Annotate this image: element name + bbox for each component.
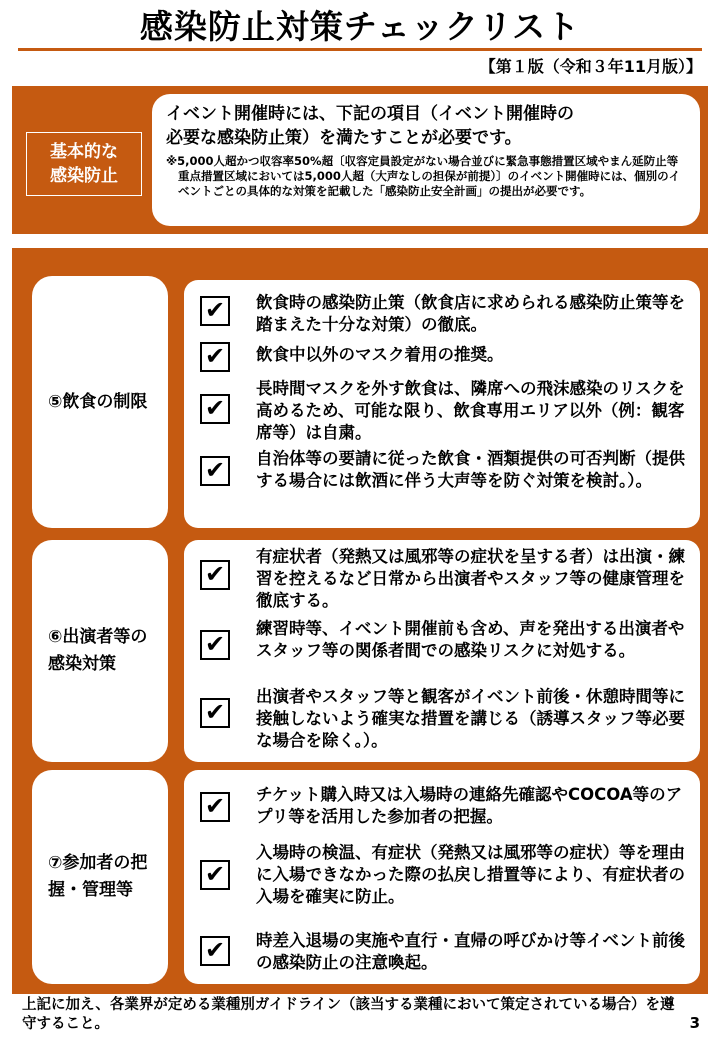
checklist-item-text: 出演者やスタッフ等と観客がイベント前後・休憩時間等に接触しないよう確実な措置を講じる（誘導スタッフ等必要な場合を除く。）。 (256, 687, 685, 750)
checkbox-checked-icon[interactable]: ✔ (200, 936, 230, 966)
page-title: 感染防止対策チェックリスト (139, 7, 581, 46)
checkbox-checked-icon[interactable]: ✔ (200, 296, 230, 326)
section-6-label (32, 540, 168, 762)
section-6-card (184, 540, 700, 762)
basic-section (12, 86, 708, 234)
title-underline (18, 48, 702, 51)
section-7-card (184, 770, 700, 984)
section-6-label-text: ⑥出演者等の感染対策 (48, 627, 148, 674)
checklist-frame (12, 248, 708, 994)
checkbox-checked-icon[interactable]: ✔ (200, 792, 230, 822)
checklist-item-text: 飲食時の感染防止策（飲食店に求められる感染防止策等を踏まえた十分な対策）の徹底。 (256, 293, 685, 334)
basic-note: ※5,000人超かつ収容率50%超〔収容定員設定がない場合並びに緊急事態措置区域やまん延防止等重点措置区域においては5,000人超（大声なしの担保が前提）〕のイベント開催時には、個別のイベントごとの具体的な対策を記載した「感染防止安全計画」の提出が必要です。 (166, 154, 681, 198)
checkbox-checked-icon[interactable]: ✔ (200, 456, 230, 486)
footer-note: 上記に加え、各業界が定める業種別ガイドライン（該当する業種において策定されている場合）を遵守すること。 (22, 997, 675, 1032)
basic-main-line2: 必要な感染防止策）を満たすことが必要です。 (166, 128, 522, 148)
checklist-item-text: 時差入退場の実施や直行・直帰の呼びかけ等イベント前後の感染防止の注意喚起。 (256, 931, 685, 972)
basic-section-label (26, 132, 142, 196)
page-number: 3 (689, 1014, 700, 1032)
checkbox-checked-icon[interactable]: ✔ (200, 560, 230, 590)
section-5-label-text: ⑤飲食の制限 (48, 391, 148, 412)
checkbox-checked-icon[interactable]: ✔ (200, 394, 230, 424)
checklist-item-text: 有症状者（発熱又は風邪等の症状を呈する者）は出演・練習を控えるなど日常から出演者やスタッフ等の健康管理を徹底する。 (256, 547, 685, 610)
checklist-item-text: 練習時等、イベント開催前も含め、声を発出する出演者やスタッフ等の関係者間での感染リスクに対処する。 (256, 619, 685, 660)
basic-main-line1: イベント開催時には、下記の項目（イベント開催時の (166, 104, 574, 124)
checkbox-checked-icon[interactable]: ✔ (200, 342, 230, 372)
section-7-label (32, 770, 168, 984)
checkbox-checked-icon[interactable]: ✔ (200, 630, 230, 660)
checkbox-checked-icon[interactable]: ✔ (200, 860, 230, 890)
checklist-item-text: 入場時の検温、有症状（発熱又は風邪等の症状）等を理由に入場できなかった際の払戻し措置等により、有症状者の入場を確実に防止。 (256, 843, 685, 906)
checklist-item-text: 長時間マスクを外す飲食は、隣席への飛沫感染のリスクを高めるため、可能な限り、飲食専用エリア以外（例：観客席等）は自粛。 (256, 379, 685, 442)
basic-label-line2: 感染防止 (50, 166, 118, 186)
checkbox-checked-icon[interactable]: ✔ (200, 698, 230, 728)
basic-section-card (152, 94, 700, 226)
checklist-item-text: 飲食中以外のマスク着用の推奨。 (256, 345, 504, 364)
basic-label-line1: 基本的な (50, 142, 118, 162)
checklist-item-text: チケット購入時又は入場時の連絡先確認やCOCOA等のアプリ等を活用した参加者の把握。 (256, 785, 683, 826)
section-5-label (32, 276, 168, 528)
section-5-card (184, 280, 700, 528)
edition-label: 【第１版（令和３年11月版）】 (479, 57, 702, 76)
section-7-label-text: ⑦参加者の把握・管理等 (48, 853, 148, 900)
checklist-item-text: 自治体等の要請に従った飲食・酒類提供の可否判断（提供する場合には飲酒に伴う大声等を防ぐ対策を検討。）。 (256, 449, 685, 490)
